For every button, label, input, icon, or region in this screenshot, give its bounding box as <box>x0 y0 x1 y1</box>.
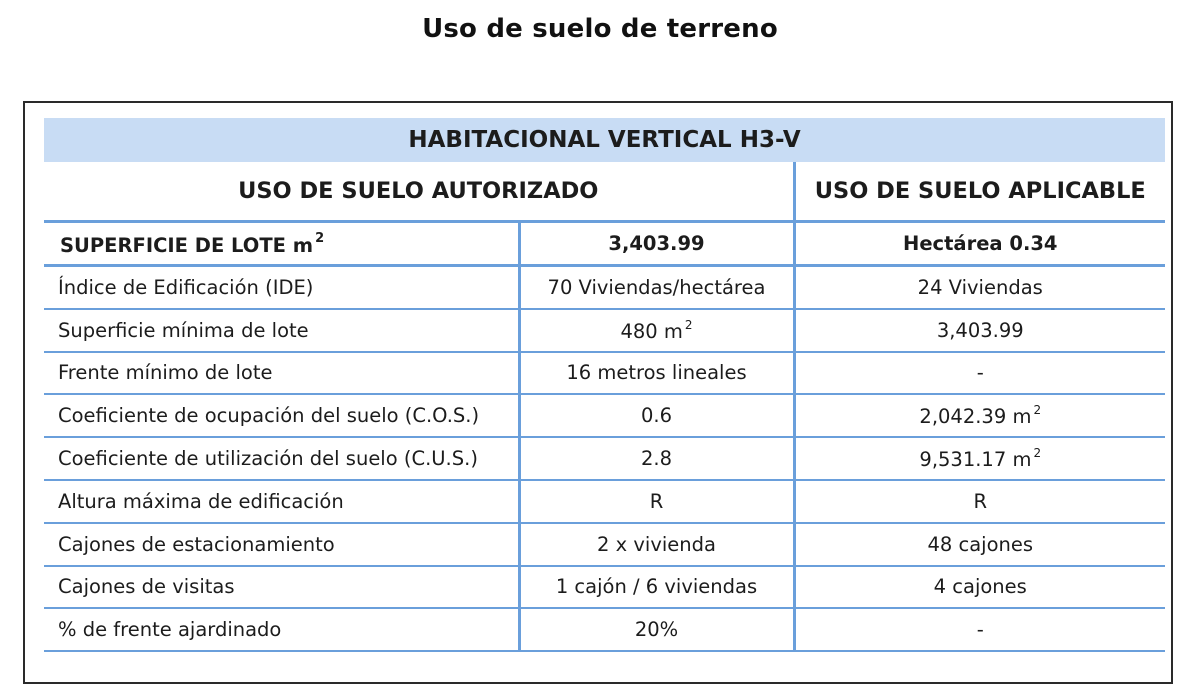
row-applicable-value-cell <box>794 437 1165 480</box>
row-applicable-value: 4 cajones <box>794 566 1165 609</box>
row-label: Cajones de visitas <box>44 566 519 609</box>
row-authorized-value: 0.6 <box>519 394 794 437</box>
zoning-banner: HABITACIONAL VERTICAL H3-V <box>44 118 1165 162</box>
row-applicable-value: - <box>794 608 1165 651</box>
table-row <box>44 352 1165 395</box>
row-applicable-value: 48 cajones <box>794 523 1165 566</box>
land-use-table <box>44 118 1165 652</box>
row-label: Cajones de estacionamiento <box>44 523 519 566</box>
table-row <box>44 608 1165 651</box>
row-applicable-value: 24 Viviendas <box>794 266 1165 309</box>
row-authorized-value: R <box>519 480 794 523</box>
row-label: Índice de Edificación (IDE) <box>44 266 519 309</box>
lot-area-label-cell <box>44 222 519 266</box>
row-label: Coeficiente de ocupación del suelo (C.O.S.) <box>44 394 519 437</box>
row-authorized-value: 1 cajón / 6 viviendas <box>519 566 794 609</box>
row-label: Altura máxima de edificación <box>44 480 519 523</box>
applicable-use-header: USO DE SUELO APLICABLE <box>794 162 1165 222</box>
row-applicable-value: 9,531.17 m <box>919 448 1032 472</box>
lot-area-unit-exponent: 2 <box>315 230 325 246</box>
lot-area-label: SUPERFICIE DE LOTE m <box>60 233 314 257</box>
row-authorized-value: 2 x vivienda <box>519 523 794 566</box>
row-authorized-value: 2.8 <box>519 437 794 480</box>
section-header-row <box>44 162 1165 222</box>
row-authorized-value: 16 metros lineales <box>519 352 794 395</box>
table-row <box>44 566 1165 609</box>
row-label: Superficie mínima de lote <box>44 309 519 352</box>
row-label: % de frente ajardinado <box>44 608 519 651</box>
unit-exponent: 2 <box>684 317 693 332</box>
row-label: Coeficiente de utilización del suelo (C.U.S.) <box>44 437 519 480</box>
page-title: Uso de suelo de terreno <box>422 14 778 44</box>
table-row <box>44 437 1165 480</box>
row-applicable-value: R <box>794 480 1165 523</box>
row-authorized-value: 70 Viviendas/hectárea <box>519 266 794 309</box>
table-row <box>44 266 1165 309</box>
row-applicable-value: - <box>794 352 1165 395</box>
row-authorized-value: 20% <box>519 608 794 651</box>
unit-exponent: 2 <box>1033 446 1042 461</box>
row-authorized-value: 480 m <box>620 319 683 343</box>
lot-area-applicable: Hectárea 0.34 <box>794 222 1165 266</box>
table-row <box>44 309 1165 352</box>
table-banner-row <box>44 118 1165 162</box>
land-use-table-wrapper <box>44 118 1165 652</box>
lot-area-row <box>44 222 1165 266</box>
lot-area-authorized: 3,403.99 <box>519 222 794 266</box>
row-authorized-value-cell <box>519 309 794 352</box>
table-row <box>44 523 1165 566</box>
row-applicable-value-cell <box>794 394 1165 437</box>
table-row <box>44 394 1165 437</box>
table-row <box>44 480 1165 523</box>
unit-exponent: 2 <box>1033 403 1042 418</box>
row-label: Frente mínimo de lote <box>44 352 519 395</box>
authorized-use-header: USO DE SUELO AUTORIZADO <box>44 162 794 222</box>
row-applicable-value: 3,403.99 <box>794 309 1165 352</box>
row-applicable-value: 2,042.39 m <box>919 405 1032 429</box>
